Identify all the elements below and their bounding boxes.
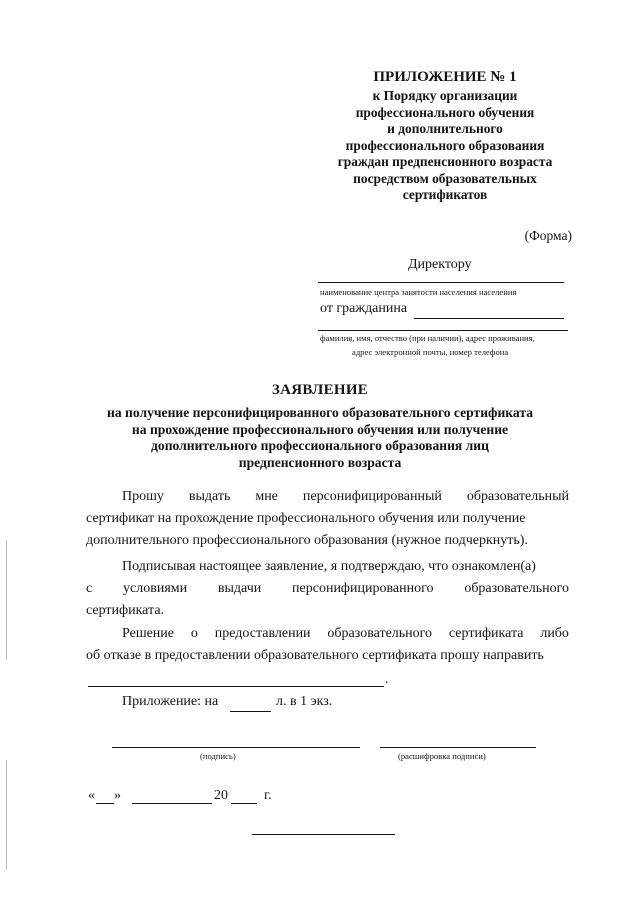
date-year-suffix: г. — [264, 788, 272, 803]
date-day-line[interactable] — [96, 803, 114, 804]
citizen-details-line[interactable] — [318, 330, 568, 331]
word: персонифицированного — [292, 581, 434, 596]
subtitle-line: на получение персонифицированного образовательного сертификата — [106, 405, 533, 420]
attachment-prefix: Приложение: на — [122, 694, 219, 709]
date-open-quote: « — [88, 788, 95, 803]
send-to-period: . — [385, 672, 389, 687]
word: выдать — [188, 489, 231, 504]
word: Решение — [122, 626, 175, 641]
word: выдачи — [217, 581, 262, 596]
word: предоставлении — [214, 626, 311, 641]
director-caption: наименование центра занятости населения населения — [320, 287, 517, 297]
word: условиями — [123, 581, 188, 596]
attachment-suffix: л. в 1 экз. — [276, 694, 333, 709]
statement-title: ЗАЯВЛЕНИЕ — [271, 382, 369, 398]
date-close-quote: » — [114, 788, 121, 803]
paragraph-line: об отказе в предоставлении образовательного сертификата прошу направить — [86, 648, 544, 663]
word: либо — [540, 626, 569, 641]
paragraph-line — [86, 486, 569, 508]
appendix-header — [300, 68, 590, 204]
paragraph-line: Подписывая настоящее заявление, я подтверждаю, что ознакомлен(а) — [122, 559, 536, 574]
appendix-line: и дополнительного — [387, 121, 503, 136]
appendix-line: к Порядку организации — [372, 88, 518, 103]
appendix-line: профессионального обучения — [355, 104, 535, 120]
word: мне — [255, 489, 278, 504]
signature-decode-line[interactable] — [380, 747, 536, 748]
date-year-prefix: 20 — [214, 788, 228, 803]
bottom-signature-line[interactable] — [252, 834, 395, 835]
word: образовательного — [464, 581, 569, 596]
attachment-pages-line[interactable] — [230, 711, 271, 712]
appendix-title: ПРИЛОЖЕНИЕ № 1 — [373, 69, 517, 85]
citizen-caption-2: адрес электронной почты, номер телефона — [352, 347, 509, 357]
paragraph-decision — [86, 623, 569, 667]
appendix-line: профессионального образования — [345, 137, 545, 153]
word: сертификата — [448, 626, 524, 641]
date-month-line[interactable] — [132, 803, 212, 804]
word: образовательного — [327, 626, 433, 641]
appendix-line: сертификатов — [402, 187, 488, 202]
paragraph-line: сертификат на прохождение профессионального обучения или получение — [86, 511, 526, 526]
appendix-line: граждан предпенсионного возраста — [337, 154, 553, 169]
word: персонифицированный — [302, 489, 442, 504]
signature-line[interactable] — [112, 747, 360, 748]
paragraph-line: сертификата. — [86, 603, 165, 618]
subtitle-line: дополнительного профессионального образования лиц — [151, 438, 489, 454]
appendix-line: посредством образовательных — [353, 170, 537, 186]
send-to-line[interactable] — [88, 686, 384, 687]
director-name-line[interactable] — [318, 282, 564, 283]
signature-decode-caption: (расшифровка подписи) — [398, 751, 486, 761]
citizen-caption-1: фамилия, имя, отчество (при наличии), адрес проживания, — [320, 333, 535, 343]
from-citizen-label: от гражданина — [320, 301, 408, 316]
form-label: (Форма) — [524, 228, 572, 243]
word: с — [86, 581, 93, 596]
statement-subtitle — [40, 405, 600, 471]
citizen-name-line[interactable] — [414, 318, 564, 319]
scan-margin-mark — [6, 760, 7, 870]
paragraph-line: дополнительного профессионального образования (нужное подчеркнуть). — [86, 533, 528, 548]
word: о — [190, 626, 198, 641]
date-year-line[interactable] — [231, 803, 257, 804]
word: Прошу — [122, 489, 164, 504]
signature-caption: (подпись) — [200, 751, 236, 761]
paragraph-line — [86, 578, 569, 600]
word: образовательный — [466, 489, 569, 504]
director-label: Директору — [408, 257, 472, 272]
subtitle-line: на прохождение профессионального обучения или получение — [131, 421, 509, 437]
subtitle-line: предпенсионного возраста — [238, 454, 402, 470]
paragraph-acknowledgement — [86, 556, 569, 622]
scan-margin-mark — [6, 540, 7, 660]
paragraph-line — [86, 623, 569, 645]
paragraph-request — [86, 486, 569, 552]
